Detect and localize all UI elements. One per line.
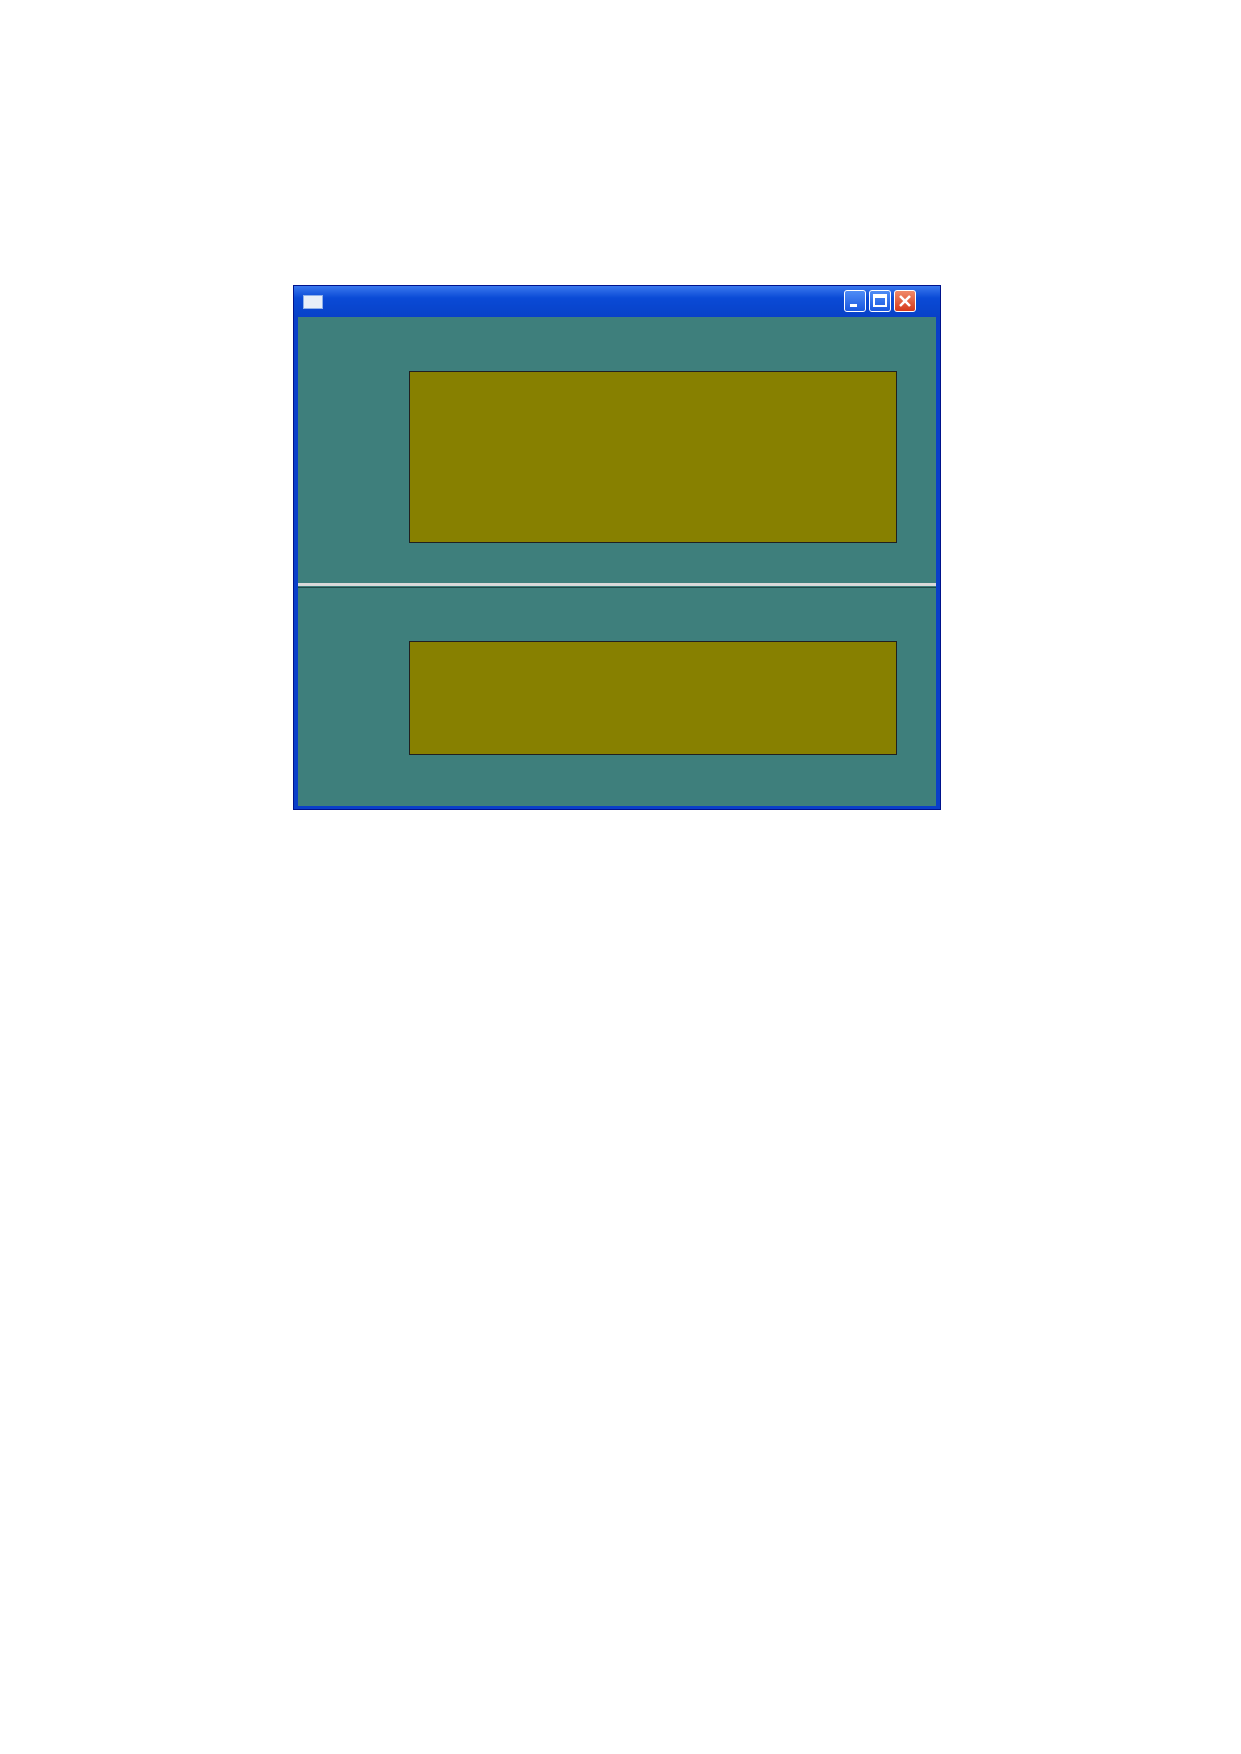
top-spectrum-svg [410, 372, 896, 542]
top-spectrum-plot[interactable] [409, 371, 897, 543]
close-button[interactable] [894, 290, 916, 312]
bottom-spectrum-plot[interactable] [409, 641, 897, 755]
maximize-button[interactable] [869, 290, 891, 312]
close-icon [895, 291, 915, 311]
window-icon [303, 295, 323, 309]
client-area [298, 317, 936, 806]
zoom-spectrum-window [293, 285, 941, 810]
maximize-icon [870, 291, 890, 311]
pane-divider[interactable] [298, 583, 936, 586]
minimize-button[interactable] [844, 290, 866, 312]
minimize-icon [845, 291, 865, 311]
title-bar[interactable] [294, 286, 940, 316]
bottom-spectrum-svg [410, 642, 896, 754]
pane-divider-shadow [298, 587, 936, 588]
